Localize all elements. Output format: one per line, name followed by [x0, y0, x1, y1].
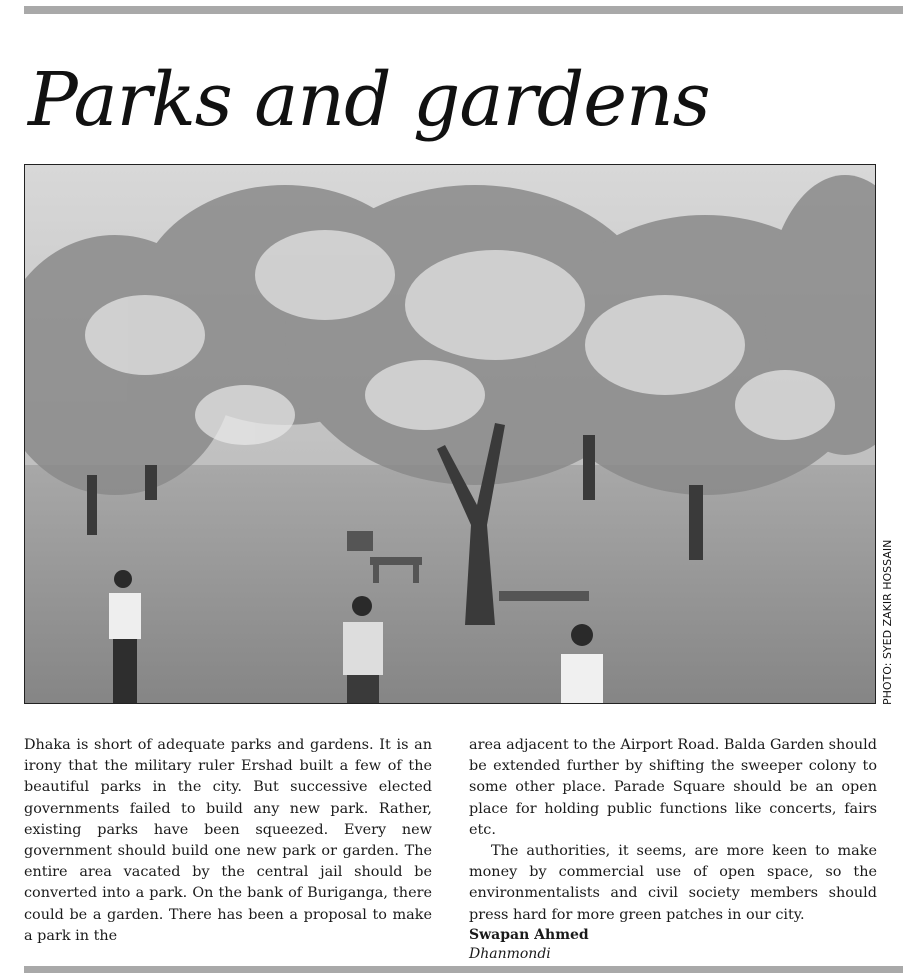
article-paragraph: Dhaka is short of adequate parks and gardens. It is an irony that the military ruler Ershad built a few of the beautiful parks in the city. But successive elected governments failed to build any new park. Rather, existing parks have been squeezed. Every new government should build one new park or garden. The entire area vacated by the central jail should be converted into a park. On the bank of Buriganga, there could be a garden. There has been a proposal to make a park in the — [24, 737, 432, 944]
top-rule — [24, 6, 903, 14]
bottom-rule — [24, 966, 903, 973]
park-photo — [24, 164, 876, 704]
photo-credit: PHOTO: SYED ZAKIR HOSSAIN — [881, 539, 894, 705]
author-location: Dhanmondi — [469, 945, 551, 962]
author-name: Swapan Ahmed — [469, 926, 589, 943]
article-paragraph: area adjacent to the Airport Road. Balda Garden should be extended further by shifting the sweeper colony to some other place. Parade Square should be an open place for holding public functions like concerts, fairs etc. — [469, 737, 877, 838]
article-column-left — [24, 735, 432, 947]
article-column-right — [469, 735, 877, 964]
article-headline: Parks and gardens — [28, 57, 710, 143]
article-paragraph: The authorities, it seems, are more keen to make money by commercial use of open space, so the environmentalists and civil society members should press hard for more green patches in our city. — [469, 843, 877, 923]
